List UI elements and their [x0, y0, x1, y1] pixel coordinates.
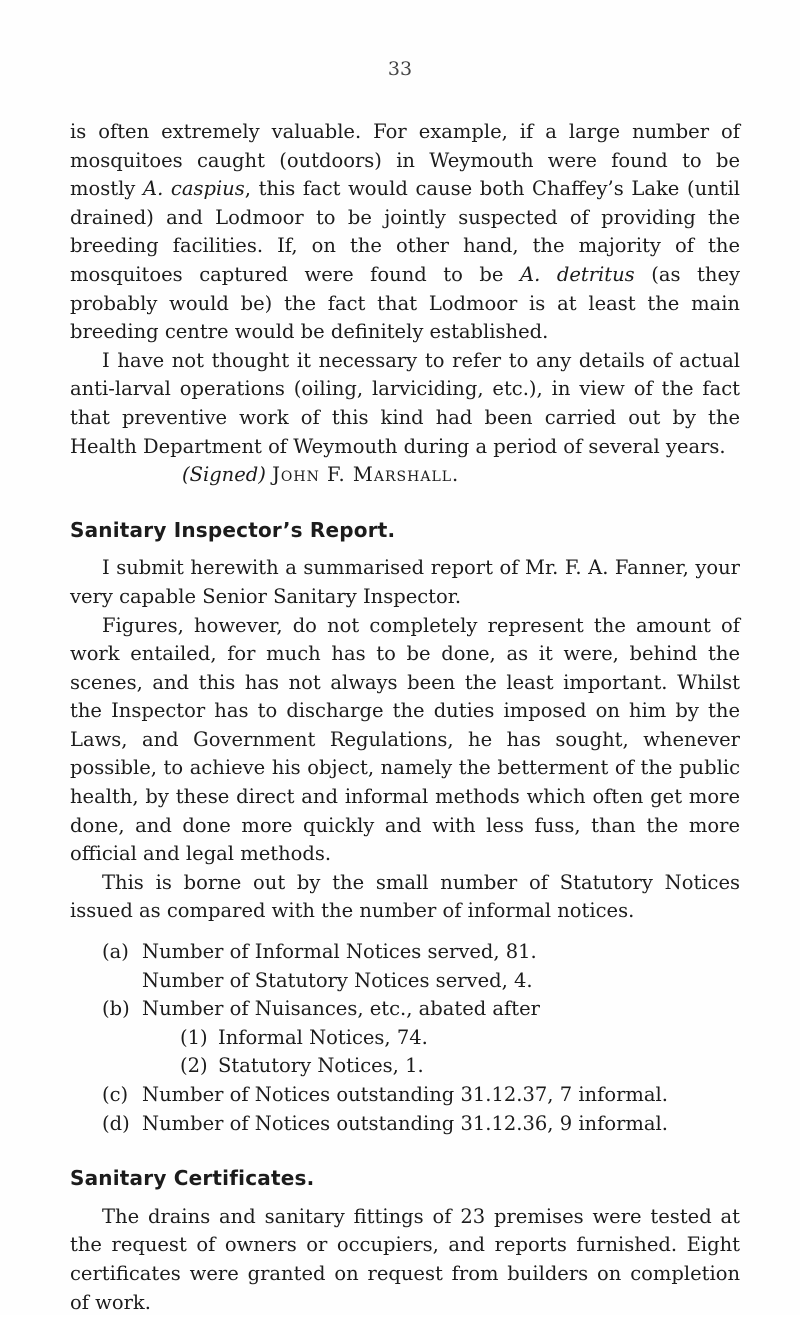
- paragraph-report-statutory: This is borne out by the small number of Statutory Notices issued as compared with the number of informal notices.: [70, 870, 740, 923]
- body-text: [70, 118, 740, 1317]
- list-item-text: Informal Notices, 74.: [218, 1025, 428, 1049]
- signature-prefix: (Signed): [182, 463, 266, 487]
- list-item-label: (1): [180, 1025, 208, 1049]
- list-item-label: (2): [180, 1054, 208, 1078]
- list-item: [70, 1110, 740, 1139]
- list-item-text: Number of Notices outstanding 31.12.36, 9 informal.: [142, 1111, 668, 1135]
- list-item-label: (b): [102, 997, 130, 1021]
- paragraph-text: (as they probably would be) the fact that Lodmoor is at least the main breeding centre would be definitely established.: [70, 262, 740, 344]
- paragraph-anti-larval: I have not thought it necessary to refer to any details of actual anti-larval operations (oiling, larviciding, etc.), in view of the fact that preventive work of this kind had been carried out by the Health Department of Weymouth during a period of several years.: [70, 348, 740, 458]
- species-name: A. detritus: [520, 262, 635, 286]
- section-heading-inspector-report: Sanitary Inspector’s Report.: [70, 517, 396, 542]
- paragraph-report-intro: I submit herewith a summarised report of Mr. F. A. Fanner, your very capable Senior Sanitary Inspector.: [70, 556, 740, 608]
- paragraph-report-figures: Figures, however, do not completely represent the amount of work entailed, for much has to be done, as it were, behind the scenes, and this has not always been the least important. Whilst the Inspector has to discharge the duties imposed on him by the Laws, and Government Regulations, he has sought, whenever possible, to achieve his object, namely the betterment of the public health, by these direct and informal methods which often get more done, and done more quickly and with less fuss, than the more official and legal methods.: [70, 613, 740, 866]
- list-item: [70, 1024, 740, 1053]
- list-item-text: Number of Informal Notices served, 81.: [142, 940, 537, 964]
- list-item: [70, 1052, 740, 1081]
- list-item: [70, 995, 740, 1024]
- list-item: [70, 1081, 740, 1110]
- paragraph-mosquito-species: [70, 118, 740, 347]
- list-item-text: Number of Notices outstanding 31.12.37, 7 informal.: [142, 1083, 668, 1106]
- list-item-label: (c): [102, 1083, 129, 1106]
- paragraph-text: , this fact would cause both Chaffey’s Lake (until drained) and Lodmoor to be jointly suspected of providing the breeding facilities. If, on the other hand, the majority of the mosquitoes captured were found to be: [70, 177, 740, 286]
- list-item-label: (d): [102, 1111, 130, 1135]
- list-item-label: (a): [102, 940, 129, 964]
- paragraph-text: is often extremely valuable. For example, if a large number of mosquitoes caught (outdoors) in Weymouth were found to be mostly: [70, 120, 740, 201]
- list-item: [70, 967, 740, 996]
- list-item-text: Number of Statutory Notices served, 4.: [142, 968, 533, 992]
- notices-list: [70, 938, 740, 1138]
- signature-name: John F. Marshall.: [272, 463, 460, 487]
- signature: [182, 461, 740, 490]
- page-number: 33: [387, 58, 413, 80]
- list-item-text: Number of Nuisances, etc., abated after: [142, 997, 540, 1021]
- species-name: A. caspius: [142, 177, 245, 201]
- section-heading-sanitary-certificates: Sanitary Certificates.: [70, 1166, 315, 1191]
- paragraph-certificates: The drains and sanitary fittings of 23 premises were tested at the request of owners or occupiers, and reports furnished. Eight certificates were granted on request from builders on completion of work.: [70, 1204, 740, 1314]
- list-item: [70, 938, 740, 967]
- list-item-text: Statutory Notices, 1.: [218, 1054, 424, 1078]
